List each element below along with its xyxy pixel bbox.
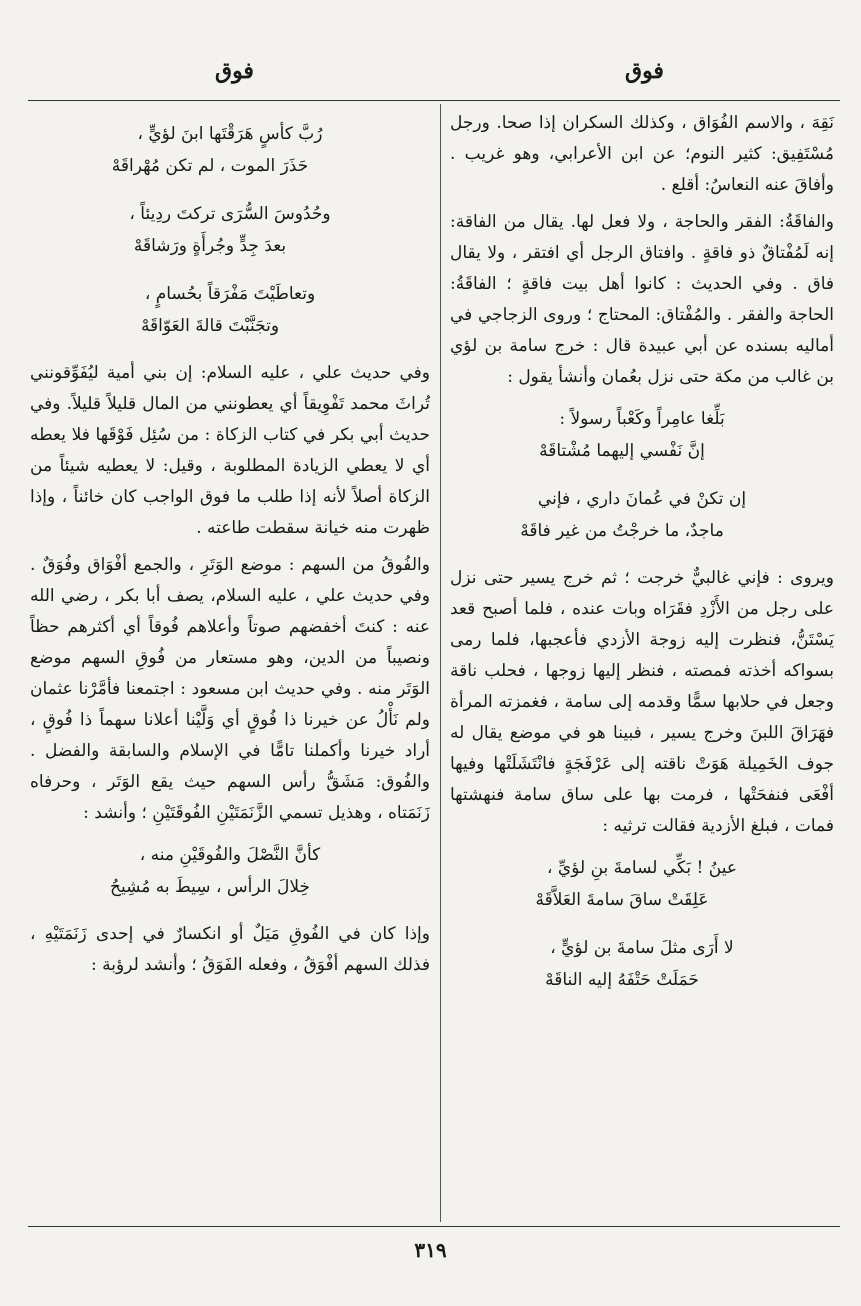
- page-number: ٣١٩: [414, 1238, 447, 1262]
- verse-line: بَلِّغا عامِراً وكَعْباً رسولاً :: [559, 409, 725, 429]
- verse: [450, 403, 834, 467]
- verse: [30, 278, 430, 342]
- verse-line: حَذَرَ الموت ، لم تكن مُهْراقَهْ: [111, 156, 309, 176]
- verse: [450, 852, 834, 916]
- verse-line: وتجَنَّبْتَ قالةَ العَوّاقَهْ: [140, 316, 280, 336]
- column-divider: [440, 104, 441, 1222]
- paragraph: ويروى : فإني غالبيٌّ خرجت ؛ ثم خرج يسير حتى نزل على رجل من الأَزْدِ فقَرَاه وبات عنده ، فلما أصبح قعد يَسْتَنُّ، فنظرت إليه زوجة الأزدي فأعجبها، فلما رمى بسواكه أخذته فمصته ، فنظر إليها زوجها ، فحلب ناقة وجعل في حلابها سمًّا وقدمه إلى سامة ، فغمزته المرأة فهَرَاقَ اللبنَ وخرج يسير ، فبينا هو في موضع يقال له جوف الخَمِيلة هَوَتْ ناقته إلى عَرْفَجَةٍ فانْتَشَلَتْها وفيها أفْعَى فنفحَتْها ، فرمت بها على ساق سامة فنهشتها فمات ، فبلغ الأزدية فقالت ترثيه :: [450, 568, 834, 836]
- left-column: [30, 108, 430, 987]
- running-head-left: فوق: [215, 58, 254, 84]
- verse-line: ماجدٌ، ما خرجْتُ من غير فاقَهْ: [520, 521, 724, 541]
- verse-line: إنَّ نَفْسي إليهما مُشْتاقَهْ: [539, 441, 705, 461]
- verse: [450, 932, 834, 996]
- paragraph: وفي حديث علي ، عليه السلام: إن بني أمية ليُفَوِّقونني تُراثَ محمد تَفْوِيقاً أي يعطونني من المال قليلاً قليلاً. وفي حديث أبي بكر في كتاب الزكاة : من سُئِل فَوْقَها فلا يعطه أي لا يعطي الزيادة المطلوبة ، وقيل: لا يعطيه شيئاً من الزكاة أصلاً لأنه إذا طلب ما فوق الواجب كان خائناً ، وإذا ظهرت منه خيانة سقطت طاعته .: [30, 363, 430, 538]
- verse-line: إن تكنْ في عُمانَ داري ، فإني: [537, 489, 747, 509]
- footer-rule: [28, 1226, 840, 1227]
- verse-line: رُبَّ كأسٍ هَرَقْتَها ابنَ لؤيٍّ ،: [137, 124, 323, 144]
- verse-line: حَمَلَتْ حَتْفَهُ إليه الناقَهْ: [545, 970, 699, 990]
- verse-line: وحُدُوسَ السُّرَى تركتَ ردِيئاً ،: [129, 204, 331, 224]
- verse-line: كأنَّ النَّصْلَ والفُوقَيْنِ منه ،: [139, 845, 321, 865]
- verse-line: لا أَرَى مثلَ سامةَ بن لؤيٍّ ،: [550, 938, 734, 958]
- paragraph: نَقِهَ ، والاسم الفُوَاق ، وكذلك السكران إذا صحا. ورجل مُسْتَفِيق: كثير النوم؛ عن ابن الأعرابي، وهو غريب . وأفاقَ عنه النعاسُ: أقلع .: [450, 113, 834, 195]
- verse: [30, 839, 430, 903]
- verse-line: وتعاطَيْتَ مَفْرَقاً بحُسامٍ ،: [144, 284, 316, 304]
- paragraph: والفاقَةُ: الفقر والحاجة ، ولا فعل لها. يقال من الفاقة: إنه لَمُفْتاقٌ ذو فاقةٍ . وافتاق الرجل أي افتقر ، ولا يقال فاق . وفي الحديث : كانوا أهل بيت فاقةٍ ؛ الفاقَةُ: الحاجة والفقر . والمُفْتاق: المحتاج ؛ وروى الزجاجي في أماليه بسنده عن أبي عبيدة قال : خرج سامة بن لؤي بن غالب من مكة حتى نزل بعُمان وأنشأ يقول :: [450, 212, 834, 387]
- paragraph: والفُوقُ من السهم : موضع الوَتَرِ ، والجمع أفْوَاق وفُوَقٌ . وفي حديث علي ، عليه السلام، يصف أبا بكر ، رضي الله عنه : كنتَ أخفضهم صوتاً وأعلاهم فُوقاً أي أكثرهم حظاً ونصيباً من الدين، وهو مستعار من فُوقِ السهم موضع الوَتَر منه . وفي حديث ابن مسعود : اجتمعنا فأمَّرْنا عثمان ولم نَأْلُ عن خيرنا ذا فُوقٍ أي وَلَّيْنا أعلانا سهماً ذا فُوقٍ ، أراد خيرنا وأكملنا تامًّا في الإسلام والسابقة والفضل . والفُوق: مَشَقُّ رأس السهم حيث يقع الوَتَر ، وحرفاه زَنَمَتاه ، وهذيل تسمي الزَّنَمَتَيْنِ الفُوقَتَيْنِ ؛ وأنشد :: [30, 555, 430, 823]
- verse: [30, 118, 430, 182]
- right-column: [450, 108, 834, 1012]
- verse-line: عينُ ! بَكِّي لسامةَ بنِ لؤيِّ ،: [547, 858, 737, 878]
- verse-line: خِلالَ الرأس ، سِيطَ به مُشِيحُ: [110, 877, 310, 897]
- verse: [30, 198, 430, 262]
- verse-line: بعدَ جِدٍّ وجُرأَةٍ ورَشاقَهْ: [133, 236, 287, 256]
- paragraph: وإذا كان في الفُوقِ مَيَلٌ أو انكسارٌ في إحدى زَنَمَتَيْهِ ، فذلك السهم أفْوَقُ ، وفعله الفَوَقُ ؛ وأنشد لرؤبة :: [30, 924, 430, 975]
- running-head-right: فوق: [625, 58, 664, 84]
- header-rule: [28, 100, 840, 101]
- verse-line: عَلِقَتْ ساقَ سامةَ العَلاَّقَهْ: [535, 890, 709, 910]
- verse: [450, 483, 834, 547]
